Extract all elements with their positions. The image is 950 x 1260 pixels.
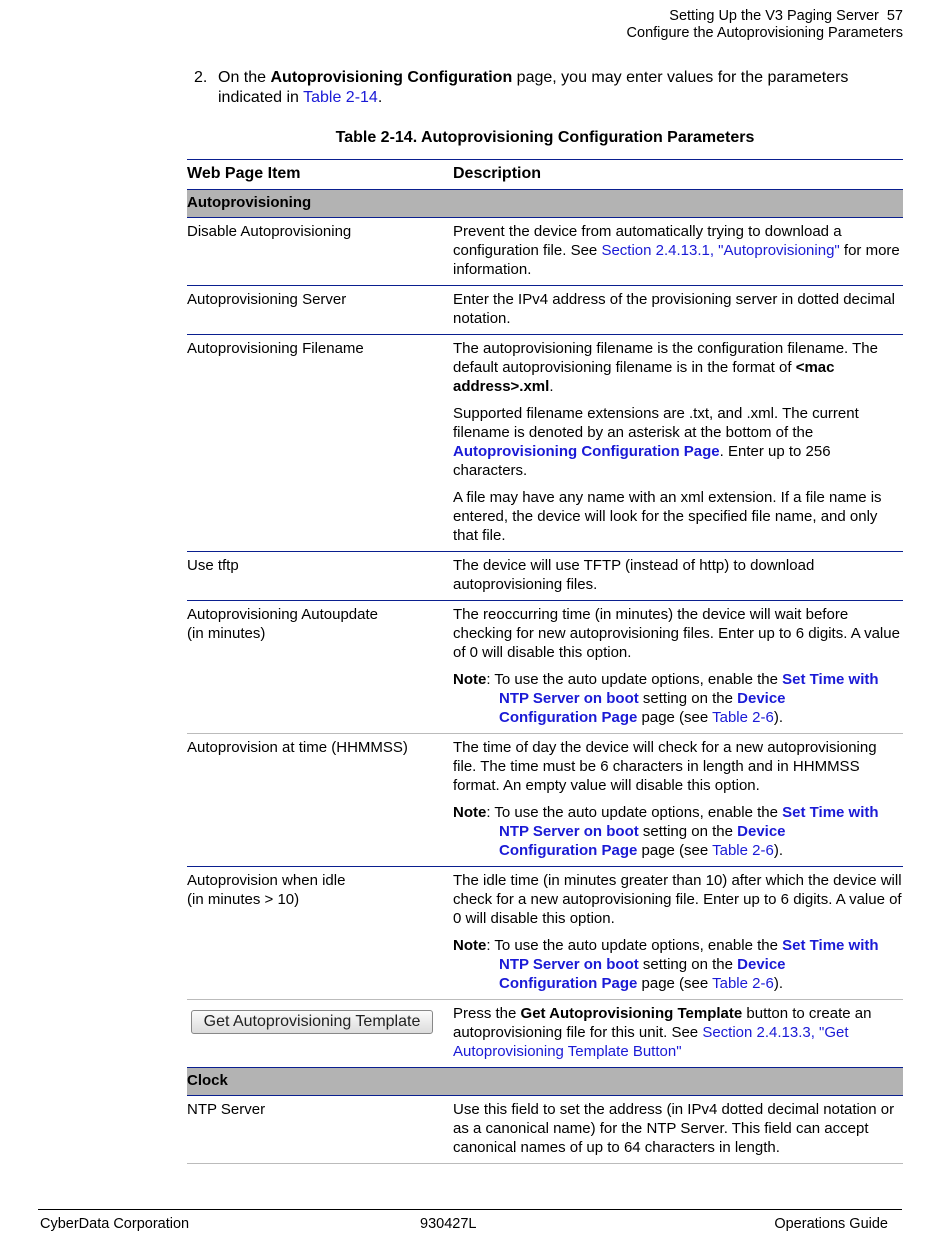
item-label <box>187 601 453 734</box>
device-config-link[interactable]: Device <box>737 956 786 973</box>
item-label: Use tftp <box>187 552 453 601</box>
item-description <box>453 601 903 734</box>
desc-paragraph: A file may have any name with an xml extension. If a file name is entered, the device will look for the specified file name, and only that file. <box>453 489 882 544</box>
footer-company: CyberData Corporation <box>40 1216 190 1232</box>
note-label: Note <box>453 804 487 821</box>
table-row <box>187 1096 903 1164</box>
desc-text: for more information. <box>453 242 900 278</box>
config-page-link[interactable]: Autoprovisioning Configuration Page <box>453 443 720 460</box>
note-label: Note <box>453 671 487 688</box>
get-autoprovisioning-template-button[interactable]: Get Autoprovisioning Template <box>191 1010 433 1034</box>
set-time-link[interactable]: Set Time with <box>782 937 879 954</box>
section-row-autoprovisioning <box>187 190 903 218</box>
section-row-clock <box>187 1068 903 1096</box>
item-label: Autoprovisioning Filename <box>187 335 453 552</box>
desc-text: button to create an autoprovisioning file for this unit. See <box>453 1005 872 1041</box>
column-header-item: Web Page Item <box>187 160 453 190</box>
item-label: Autoprovision at time (HHMMSS) <box>187 734 453 867</box>
item-label <box>187 1000 453 1068</box>
desc-paragraph: The idle time (in minutes greater than 10) after which the device will check for a new autoprovisioning file. Enter up to 6 digits. A value of 0 will disable this option. <box>453 872 902 927</box>
header-chapter: Setting Up the V3 Paging Server <box>669 8 879 24</box>
header-section: Configure the Autoprovisioning Parameters <box>626 25 903 41</box>
table-row <box>187 286 903 335</box>
note <box>453 670 903 727</box>
set-time-link[interactable]: NTP Server on boot <box>499 956 639 973</box>
note-text: ). <box>773 842 784 859</box>
note-text: page (see <box>637 709 713 726</box>
desc-text: The autoprovisioning filename is the configuration filename. The default autoprovisioning filename is in the format of <box>453 340 878 376</box>
step-text-b: page, you may enter values for the parameters indicated in <box>218 69 849 106</box>
table-header-row <box>187 160 903 190</box>
item-description <box>453 335 903 552</box>
table-row <box>187 335 903 552</box>
item-label: Disable Autoprovisioning <box>187 218 453 286</box>
desc-paragraph: The time of day the device will check for a new autoprovisioning file. The time must be 6 characters in length and in HHMMSS format. An empty value will disable this option. <box>453 739 877 794</box>
note-text: ). <box>773 975 784 992</box>
item-description <box>453 867 903 1000</box>
item-label-line: (in minutes > 10) <box>187 891 300 908</box>
item-description: The device will use TFTP (instead of http) to download autoprovisioning files. <box>453 552 903 601</box>
device-config-link[interactable]: Configuration Page <box>499 975 638 992</box>
set-time-link[interactable]: NTP Server on boot <box>499 823 639 840</box>
note-text: page (see <box>637 975 713 992</box>
page-number: 57 <box>886 8 903 24</box>
table-row <box>187 218 903 286</box>
section-link[interactable]: Section 2.4.13.1, "Autoprovisioning" <box>601 242 840 259</box>
device-config-link[interactable]: Device <box>737 823 786 840</box>
item-description: Enter the IPv4 address of the provisioning server in dotted decimal notation. <box>453 286 903 335</box>
running-header <box>627 8 903 42</box>
footer-doc-number: 930427L <box>420 1216 477 1232</box>
item-label <box>187 867 453 1000</box>
note-text: setting on the <box>638 956 738 973</box>
note-text: : To use the auto update options, enable the <box>486 804 783 821</box>
note-text: setting on the <box>638 823 738 840</box>
desc-text: . Enter up to 256 characters. <box>453 443 831 479</box>
item-description: Use this field to set the address (in IPv4 dotted decimal notation or as a canonical name) for the NTP Server. This field can accept canonical names of up to 64 characters in length. <box>453 1096 903 1164</box>
column-header-description: Description <box>453 160 903 190</box>
item-label-line: Autoprovision when idle <box>187 872 346 889</box>
set-time-link[interactable]: NTP Server on boot <box>499 690 639 707</box>
step-text-a: On the <box>218 69 271 86</box>
desc-text: Prevent the device from automatically trying to download a configuration file. See <box>453 223 842 259</box>
table-row <box>187 552 903 601</box>
footer-guide-title: Operations Guide <box>774 1216 888 1232</box>
item-description <box>453 1000 903 1068</box>
desc-paragraph <box>453 404 903 480</box>
table-2-14-link[interactable]: Table 2-14 <box>303 89 378 106</box>
device-config-link[interactable]: Device <box>737 690 786 707</box>
desc-text: Supported filename extensions are .txt, and .xml. The current filename is denoted by an asterisk at the bottom of the <box>453 405 859 441</box>
item-label: NTP Server <box>187 1096 453 1164</box>
table-caption: Table 2-14. Autoprovisioning Configuration Parameters <box>335 129 755 146</box>
note-text: setting on the <box>638 690 738 707</box>
item-description <box>453 734 903 867</box>
table-row <box>187 734 903 867</box>
note-text: : To use the auto update options, enable the <box>486 937 783 954</box>
item-label-line: (in minutes) <box>187 625 266 642</box>
parameters-table <box>187 159 903 1164</box>
note <box>453 936 903 993</box>
note <box>453 803 903 860</box>
desc-bold: <mac address>.xml <box>453 359 835 395</box>
step-bold: Autoprovisioning Configuration <box>270 69 513 86</box>
note-text: page (see <box>637 842 713 859</box>
set-time-link[interactable]: Set Time with <box>782 671 879 688</box>
table-2-6-link[interactable]: Table 2-6 <box>712 709 774 726</box>
note-text: : To use the auto update options, enable the <box>486 671 783 688</box>
device-config-link[interactable]: Configuration Page <box>499 709 638 726</box>
item-description <box>453 218 903 286</box>
step-text-c: . <box>377 89 383 106</box>
device-config-link[interactable]: Configuration Page <box>499 842 638 859</box>
note-label: Note <box>453 937 487 954</box>
table-row <box>187 867 903 1000</box>
section-label: Autoprovisioning <box>187 190 903 218</box>
step-text <box>218 68 894 108</box>
step-number: 2. <box>194 69 208 86</box>
note-text: ). <box>773 709 784 726</box>
footer-divider <box>38 1209 902 1210</box>
section-link[interactable]: Section 2.4.13.3, "Get Autoprovisioning Template Button" <box>453 1024 849 1060</box>
table-2-6-link[interactable]: Table 2-6 <box>712 842 774 859</box>
set-time-link[interactable]: Set Time with <box>782 804 879 821</box>
item-label-line: Autoprovisioning Autoupdate <box>187 606 378 623</box>
desc-text: . <box>549 378 554 395</box>
desc-bold: Get Autoprovisioning Template <box>520 1005 743 1022</box>
section-label: Clock <box>187 1068 903 1096</box>
table-row <box>187 601 903 734</box>
step-2 <box>194 68 894 108</box>
table-row <box>187 1000 903 1068</box>
desc-text: Press the <box>453 1005 521 1022</box>
desc-paragraph <box>453 339 903 396</box>
table-2-6-link[interactable]: Table 2-6 <box>712 975 774 992</box>
item-label: Autoprovisioning Server <box>187 286 453 335</box>
desc-paragraph: The reoccurring time (in minutes) the device will wait before checking for new autoprovisioning files. Enter up to 6 digits. A value of 0 will disable this option. <box>453 606 900 661</box>
